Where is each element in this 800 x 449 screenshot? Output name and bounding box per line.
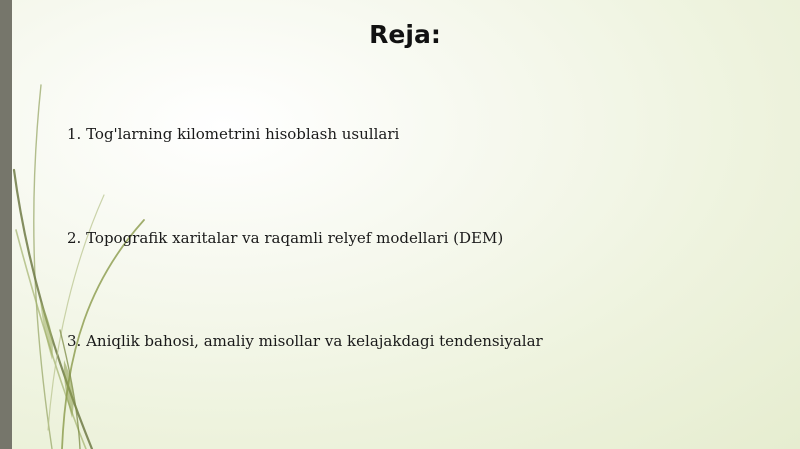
slide-title: Reja: — [369, 20, 441, 49]
agenda-item-2: 2. Topografik xaritalar va raqamli relyef modellari (DEM) — [67, 229, 504, 247]
stem-1 — [34, 85, 52, 449]
agenda-item-1: 1. Tog'larning kilometrini hisoblash usullari — [67, 125, 400, 143]
stem-2 — [14, 170, 92, 449]
agenda-item-3: 3. Aniqlik bahosi, amaliy misollar va kelajakdagi tendensiyalar — [67, 332, 543, 350]
